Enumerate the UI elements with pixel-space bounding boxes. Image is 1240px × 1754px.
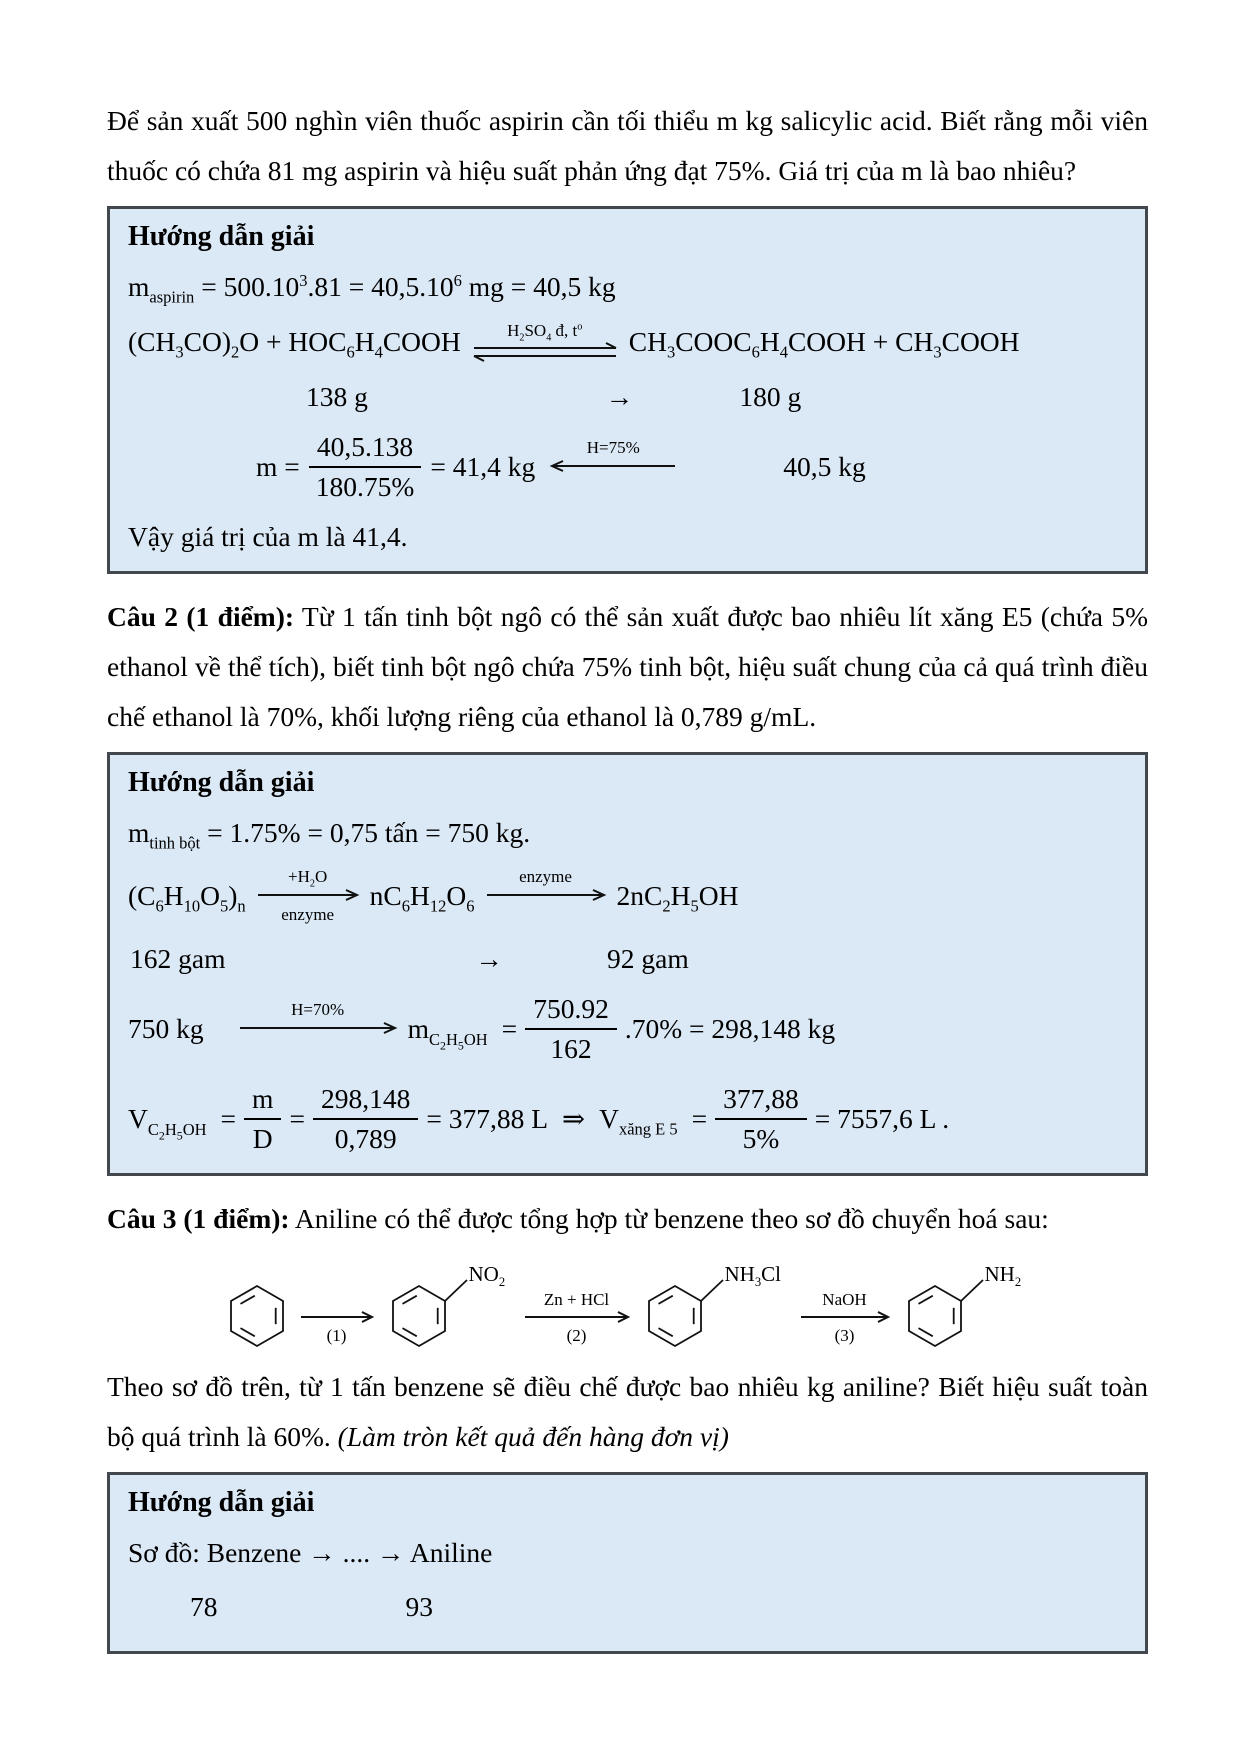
solution-box-1 [107, 206, 1148, 574]
sol2-md-fraction [244, 1083, 281, 1155]
sol2-stoich-row [128, 943, 1127, 975]
right-arrow-icon [256, 887, 360, 903]
solution-box-2 [107, 752, 1148, 1176]
right-arrow-icon [523, 1310, 631, 1324]
sol1-yield-label: H=75% [586, 438, 640, 458]
scheme-step1-number: (1) [326, 1326, 347, 1346]
sol3-scheme-line: Sơ đồ: Benzene → .... → Aniline [128, 1537, 493, 1569]
aniline-synthesis-diagram [107, 1254, 1148, 1356]
sol2-stoich-left: 162 gam [130, 943, 226, 975]
benzene-molecule [223, 1254, 289, 1356]
equals-sign: = [220, 1103, 237, 1135]
sol2-arrow1-above: $+H_2O$ [288, 867, 328, 890]
benzene-molar-mass: 78 [190, 1591, 218, 1623]
sol1-mass-formula: $m_{aspirin} = 500.10^3.81 = 40,5.10^6$ mg = 40,5 kg [128, 270, 616, 307]
fraction-numerator: 750.92 [525, 993, 617, 1030]
sol2-density-fraction [313, 1083, 418, 1155]
question3-body: Aniline có thể được tổng hợp từ benzene theo sơ đồ chuyển hoá sau: [289, 1203, 1049, 1235]
scheme-arrow-3 [799, 1290, 891, 1346]
equilibrium-arrow [471, 321, 619, 363]
sol2-e5-fraction [715, 1083, 807, 1155]
sol2-calc1-fraction [525, 993, 617, 1065]
fraction-numerator: 298,148 [313, 1083, 418, 1120]
sol2-e5-result: = 7557,6 L . [814, 1103, 950, 1135]
solution-box-3 [107, 1472, 1148, 1654]
solution1-title: Hướng dẫn giải [128, 221, 315, 253]
fraction-numerator: 377,88 [715, 1083, 807, 1120]
sol1-eq-products: $CH_3COOC_6H_4COOH$ + $CH_3COOH$ [628, 326, 1020, 362]
sol1-calc-given: 40,5 kg [783, 451, 866, 483]
right-arrow-icon [799, 1310, 891, 1324]
sol2-volume-result: = 377,88 L [426, 1103, 549, 1135]
question3-label: Câu 3 (1 điểm): [107, 1203, 290, 1235]
yield-left-arrow [549, 438, 677, 496]
sol2-calc1-eq: = [501, 1013, 518, 1045]
yield-right-arrow [238, 1000, 398, 1058]
sol2-eq-starch: $(C_6H_{10}O_5)_n$ [128, 880, 246, 916]
fraction-denominator: D [252, 1123, 273, 1155]
sol1-eq-reactants: $(CH_3CO)_2O$ + $HOC_6H_4COOH$ [128, 326, 461, 362]
sol2-arrow1-below: enzyme [281, 905, 335, 925]
sol1-stoich-arrow: → [605, 381, 634, 413]
fraction-denominator: 162 [550, 1033, 592, 1065]
sol1-conclusion: Vậy giá trị của m là 41,4. [128, 521, 408, 553]
scheme-step2-number: (2) [566, 1326, 587, 1346]
sol1-stoich-right: 180 g [739, 381, 802, 413]
equals-sign: = [691, 1103, 708, 1135]
sol2-stoich-arrow: → [475, 943, 503, 975]
sol1-mass-line [128, 270, 1127, 307]
sol1-stoich-row [128, 381, 1127, 413]
equals-sign: = [289, 1103, 305, 1135]
sol2-mass-formula: $m_{tinh bột} = 1.75\% = 0,75$ tấn = 750 kg. [128, 817, 531, 853]
fermentation-arrow [485, 867, 607, 925]
scheme-arrow-1 [299, 1290, 375, 1346]
sol1-calc-fraction [308, 431, 423, 503]
sol2-reaction-equation [128, 867, 1127, 925]
right-arrow-icon [485, 887, 607, 903]
rounding-note: (Làm tròn kết quả đến hàng đơn vị) [337, 1421, 729, 1453]
benzene-ring-icon [223, 1254, 289, 1356]
question2-text [107, 592, 1148, 742]
solution3-title: Hướng dẫn giải [128, 1487, 315, 1519]
solution2-title: Hướng dẫn giải [128, 767, 315, 799]
aniline-molecule [901, 1254, 1033, 1356]
sol1-eq-condition: $H_2SO_4$ đ, $t^o$ [507, 321, 583, 344]
fraction-denominator: 5% [742, 1123, 780, 1155]
scheme-step3-reagent: NaOH [822, 1290, 867, 1310]
question3-text [107, 1194, 1148, 1244]
fraction-denominator: 180.75% [315, 471, 415, 503]
aniline-molar-mass: 93 [405, 1591, 433, 1623]
sol2-eq-ethanol: $2nC_2H_5OH$ [616, 880, 739, 916]
sol2-calc1-tail: .70% = 298,148 kg [624, 1013, 836, 1045]
no2-substituent-label: $NO_2$ [468, 1262, 506, 1290]
nh3cl-substituent-label: $NH_3Cl$ [724, 1262, 781, 1290]
right-arrow-icon [299, 1310, 375, 1324]
sol2-e5-label: $V_{xăng E 5}$ [599, 1103, 678, 1139]
question2-label: Câu 2 (1 điểm): [107, 601, 295, 633]
question3b-body: Theo sơ đồ trên, từ 1 tấn benzene sẽ điều chế được bao nhiêu kg aniline? Biết hiệu suất toàn bộ quá trình là 60%. [107, 1371, 1148, 1453]
sol1-calc-lhs: m = [256, 451, 300, 483]
scheme-arrow-2 [523, 1290, 631, 1346]
fraction-denominator: 0,789 [334, 1123, 397, 1155]
scheme-step3-number: (3) [834, 1326, 855, 1346]
question3b-text [107, 1362, 1148, 1462]
sol1-calc-row [128, 431, 1127, 503]
sol1-reaction-equation [128, 321, 1127, 363]
left-arrow-icon [549, 458, 677, 474]
sol2-calc2-row [128, 1083, 1127, 1155]
fraction-numerator: 40,5.138 [309, 431, 421, 468]
sol1-calc-result: = 41,4 kg [430, 451, 536, 483]
sol2-stoich-right: 92 gam [606, 943, 689, 975]
implies-sign: ⇒ [562, 1103, 586, 1135]
sol2-calc1-start: 750 kg [128, 1013, 204, 1045]
sol3-molar-mass-row [128, 1591, 1127, 1623]
sol2-eq-glucose: $nC_6H_{12}O_6$ [369, 880, 475, 916]
nitrobenzene-molecule [385, 1254, 513, 1356]
sol2-mass-line [128, 817, 1127, 853]
scheme-step2-reagent: Zn + HCl [543, 1290, 610, 1310]
phenylammonium-chloride-molecule [641, 1254, 789, 1356]
right-arrow-icon [238, 1020, 398, 1036]
sol2-arrow2-above: enzyme [519, 867, 572, 887]
sol2-volume-label: $V_{C_2H_5OH}$ [128, 1103, 207, 1143]
fraction-numerator: m [244, 1083, 281, 1120]
nh2-substituent-label: $NH_2$ [984, 1262, 1022, 1290]
sol1-stoich-left: 138 g [306, 381, 368, 413]
sol2-calc1-row [128, 993, 1127, 1065]
hydrolysis-arrow [256, 867, 360, 925]
sol2-calc1-mlabel: $m_{C_2H_5OH}$ [407, 1013, 488, 1053]
sol2-yield-label: H=70% [291, 1000, 345, 1020]
question2-body: Từ 1 tấn tinh bột ngô có thể sản xuất được bao nhiêu lít xăng E5 (chứa 5% ethanol về thể tích), biết tinh bột ngô chứa 75% tinh bột, hiệu suất chung của cả quá trình điều chế ethanol là 70%, khối lượng riêng của ethanol là 0,789 g/mL. [107, 601, 1148, 733]
equilibrium-arrow-icon [471, 341, 619, 363]
question1-text: Để sản xuất 500 nghìn viên thuốc aspirin cần tối thiểu m kg salicylic acid. Biết rằng mỗi viên thuốc có chứa 81 mg aspirin và hiệu suất phản ứng đạt 75%. Giá trị của m là bao nhiêu? [107, 105, 1148, 187]
